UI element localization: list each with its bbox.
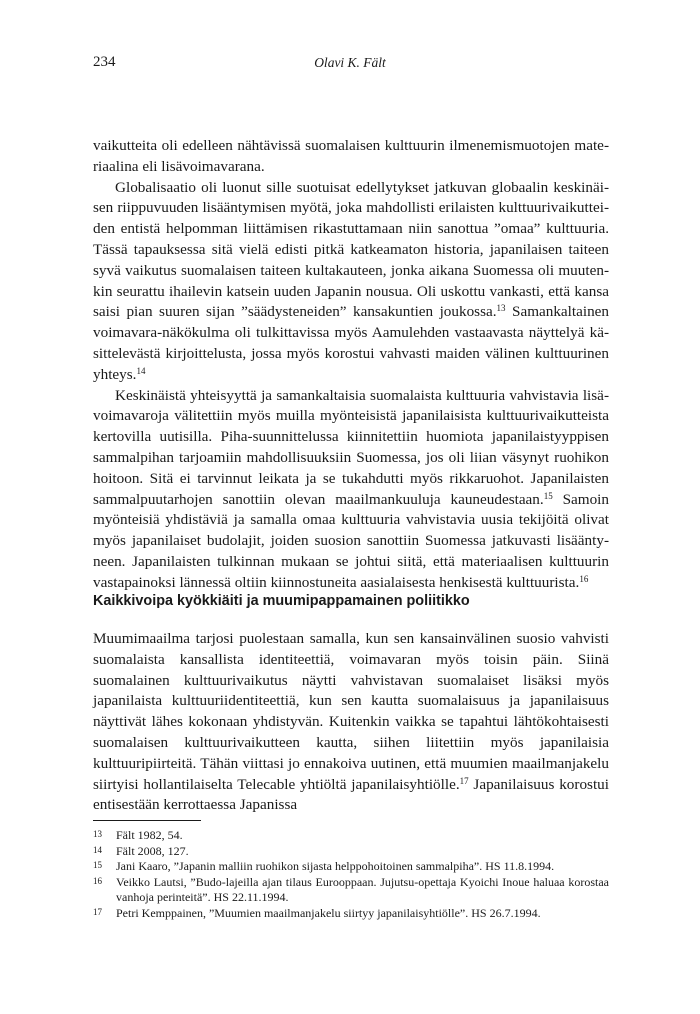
paragraph-text: Keskinäistä yhteisyyttä ja samankaltaisia suomalaista kulttuuria vahvistavia lisävoimavaroja välitettiin myös muilla myönteisistä japanilaisista kulttuurivaikutteista kertovilla uutisilla. Piha-suunnittelussa kiinnitettiin huomiota japanilaistyyppisen sammalpihan tarjoamiin mahdollisuuksiin Suomessa, jos oli liian väsynyt ruohikon hoitoon. Sitä ei tarvinnut leikata ja se tukahdutti myös rikkaruohot. Japanilaisten sammalpuutarhojen sanottiin olevan maailmankuuluja kauneudestaan.: [93, 386, 609, 508]
footnote-ref-15[interactable]: 15: [543, 490, 553, 501]
footnote-text: Fält 2008, 127.: [116, 843, 189, 858]
footnote-16: [93, 875, 609, 906]
paragraph-continuation: vaikutteita oli edelleen nähtävissä suomalaisen kulttuurin ilmenemismuotojen materiaalina eli lisävoimavarana.: [93, 137, 609, 175]
paragraph-text: Samankaltainen voimavara-näkökulma oli tulkittavissa myös Aamulehden vastaavasta näyttelyä käsittelevästä kirjoittelusta, jossa myös korostui vahvasti maiden välinen kulttuurinen yhteys.: [93, 303, 609, 383]
body-text-block-1: [93, 136, 609, 594]
paragraph-moomin-world: [93, 629, 609, 816]
body-text-block-2: [93, 629, 609, 816]
footnote-ref-17[interactable]: 17: [459, 775, 469, 786]
paragraph-mutuality: [93, 386, 609, 594]
section-heading: Kaikkivoipa kyökkiäiti ja muumipappamainen poliitikko: [93, 593, 470, 609]
footnote-number: 14: [93, 844, 102, 855]
footnote-ref-14[interactable]: 14: [136, 365, 146, 376]
paragraph-text: Samoin myönteisiä yhdistäviä ja samalla omaa kulttuuria vahvistavia uusia tekijöitä olivat myös japanilaiset budolajit, joiden suosion sanottiin Suomessa jatkuvasti lisääntyneen. Japanilaisten tulkinnan mukaan se johtui siitä, että materiaalisen kulttuurin vastapainoksi lännessä oltiin kiinnostuneita aasialaisesta henkisestä kulttuurista.: [93, 490, 609, 591]
footnote-number: 17: [93, 906, 102, 917]
running-head: Olavi K. Fält: [314, 55, 386, 70]
footnote-15: [93, 859, 609, 875]
footnote-text: Veikko Lautsi, ”Budo-lajeilla ajan tilaus Eurooppaan. Jujutsu-opettaja Kyoichi Inoue haluaa korostaa vanhoja perinteitä”. HS 22.11.1994.: [116, 874, 609, 904]
paragraph-globalisation: [93, 178, 609, 386]
paragraph-text: Japanilaisuus korostui entisestään kerrottaessa Japanissa: [93, 775, 609, 814]
footnote-ref-16[interactable]: 16: [579, 573, 589, 584]
paragraph-text: Globalisaatio oli luonut sille suotuisat edellytykset jatkuvan globaalin keskinäisen riippuvuuden lisääntymisen myötä, joka mahdollisti erilaisten kulttuurivaikutteiden entistä helpomman liittämisen rikastuttamaan niin sanottua ”omaa” kulttuuria. Tässä tapauksessa sitä vielä edisti pitkä katkeamaton historia, japanilaisen taiteen syvä vaikutus suomalaisen taiteen kultakauteen, jonka aikana Suomessa oli muutenkin seurattu ihailevin katsein uuden Japanin nousua. Oli uskottu vankasti, että kansa saisi pian suuren sijan ”säädysteneiden” kansakuntien joukossa.: [93, 178, 609, 321]
footnote-number: 13: [93, 829, 102, 839]
footnote-text: Petri Kemppainen, ”Muumien maailmanjakelu siirtyy japanilaisyhtiölle”. HS 26.7.1994.: [116, 905, 541, 920]
footnote-rule: [93, 820, 201, 821]
footnote-ref-13[interactable]: 13: [496, 303, 506, 314]
footnote-13: [93, 828, 609, 844]
footnotes: [93, 828, 609, 921]
footnote-text: Fält 1982, 54.: [116, 828, 183, 842]
paragraph-text: Muumimaailma tarjosi puolestaan samalla, kun sen kansainvälinen suosio vahvisti suomalaista kansallista identiteettiä, voimavaran myös toisin päin. Siinä suomalainen kulttuurivaikutus näytti vahvistavan suomalaiset lisäksi myös japanilaista kulttuuriidentiteettiä, kun sen kautta suomalaisuus ja japanilaisuus näyttivät lähes kokonaan yhdistyvän. Kuitenkin vaikka se tapahtui lähtökohtaisesti suomalaisen kulttuurivaikutteen kautta, siihen liitettiin myös japanilaisia kulttuuripiirteitä. Tähän viittasi jo ennakoiva uutinen, että muumien maailmanjakelu siirtyisi hollantilaiselta Telecable yhtiöltä japanilaisyhtiölle.: [93, 630, 609, 793]
footnote-number: 16: [93, 875, 102, 886]
footnote-text: Jani Kaaro, ”Japanin malliin ruohikon sijasta helppohoitoinen sammalpiha”. HS 11.8.1994.: [116, 859, 555, 873]
footnote-14: [93, 844, 609, 860]
footnote-17: [93, 906, 609, 922]
page-number: 234: [93, 54, 116, 70]
footnote-number: 15: [93, 860, 102, 870]
